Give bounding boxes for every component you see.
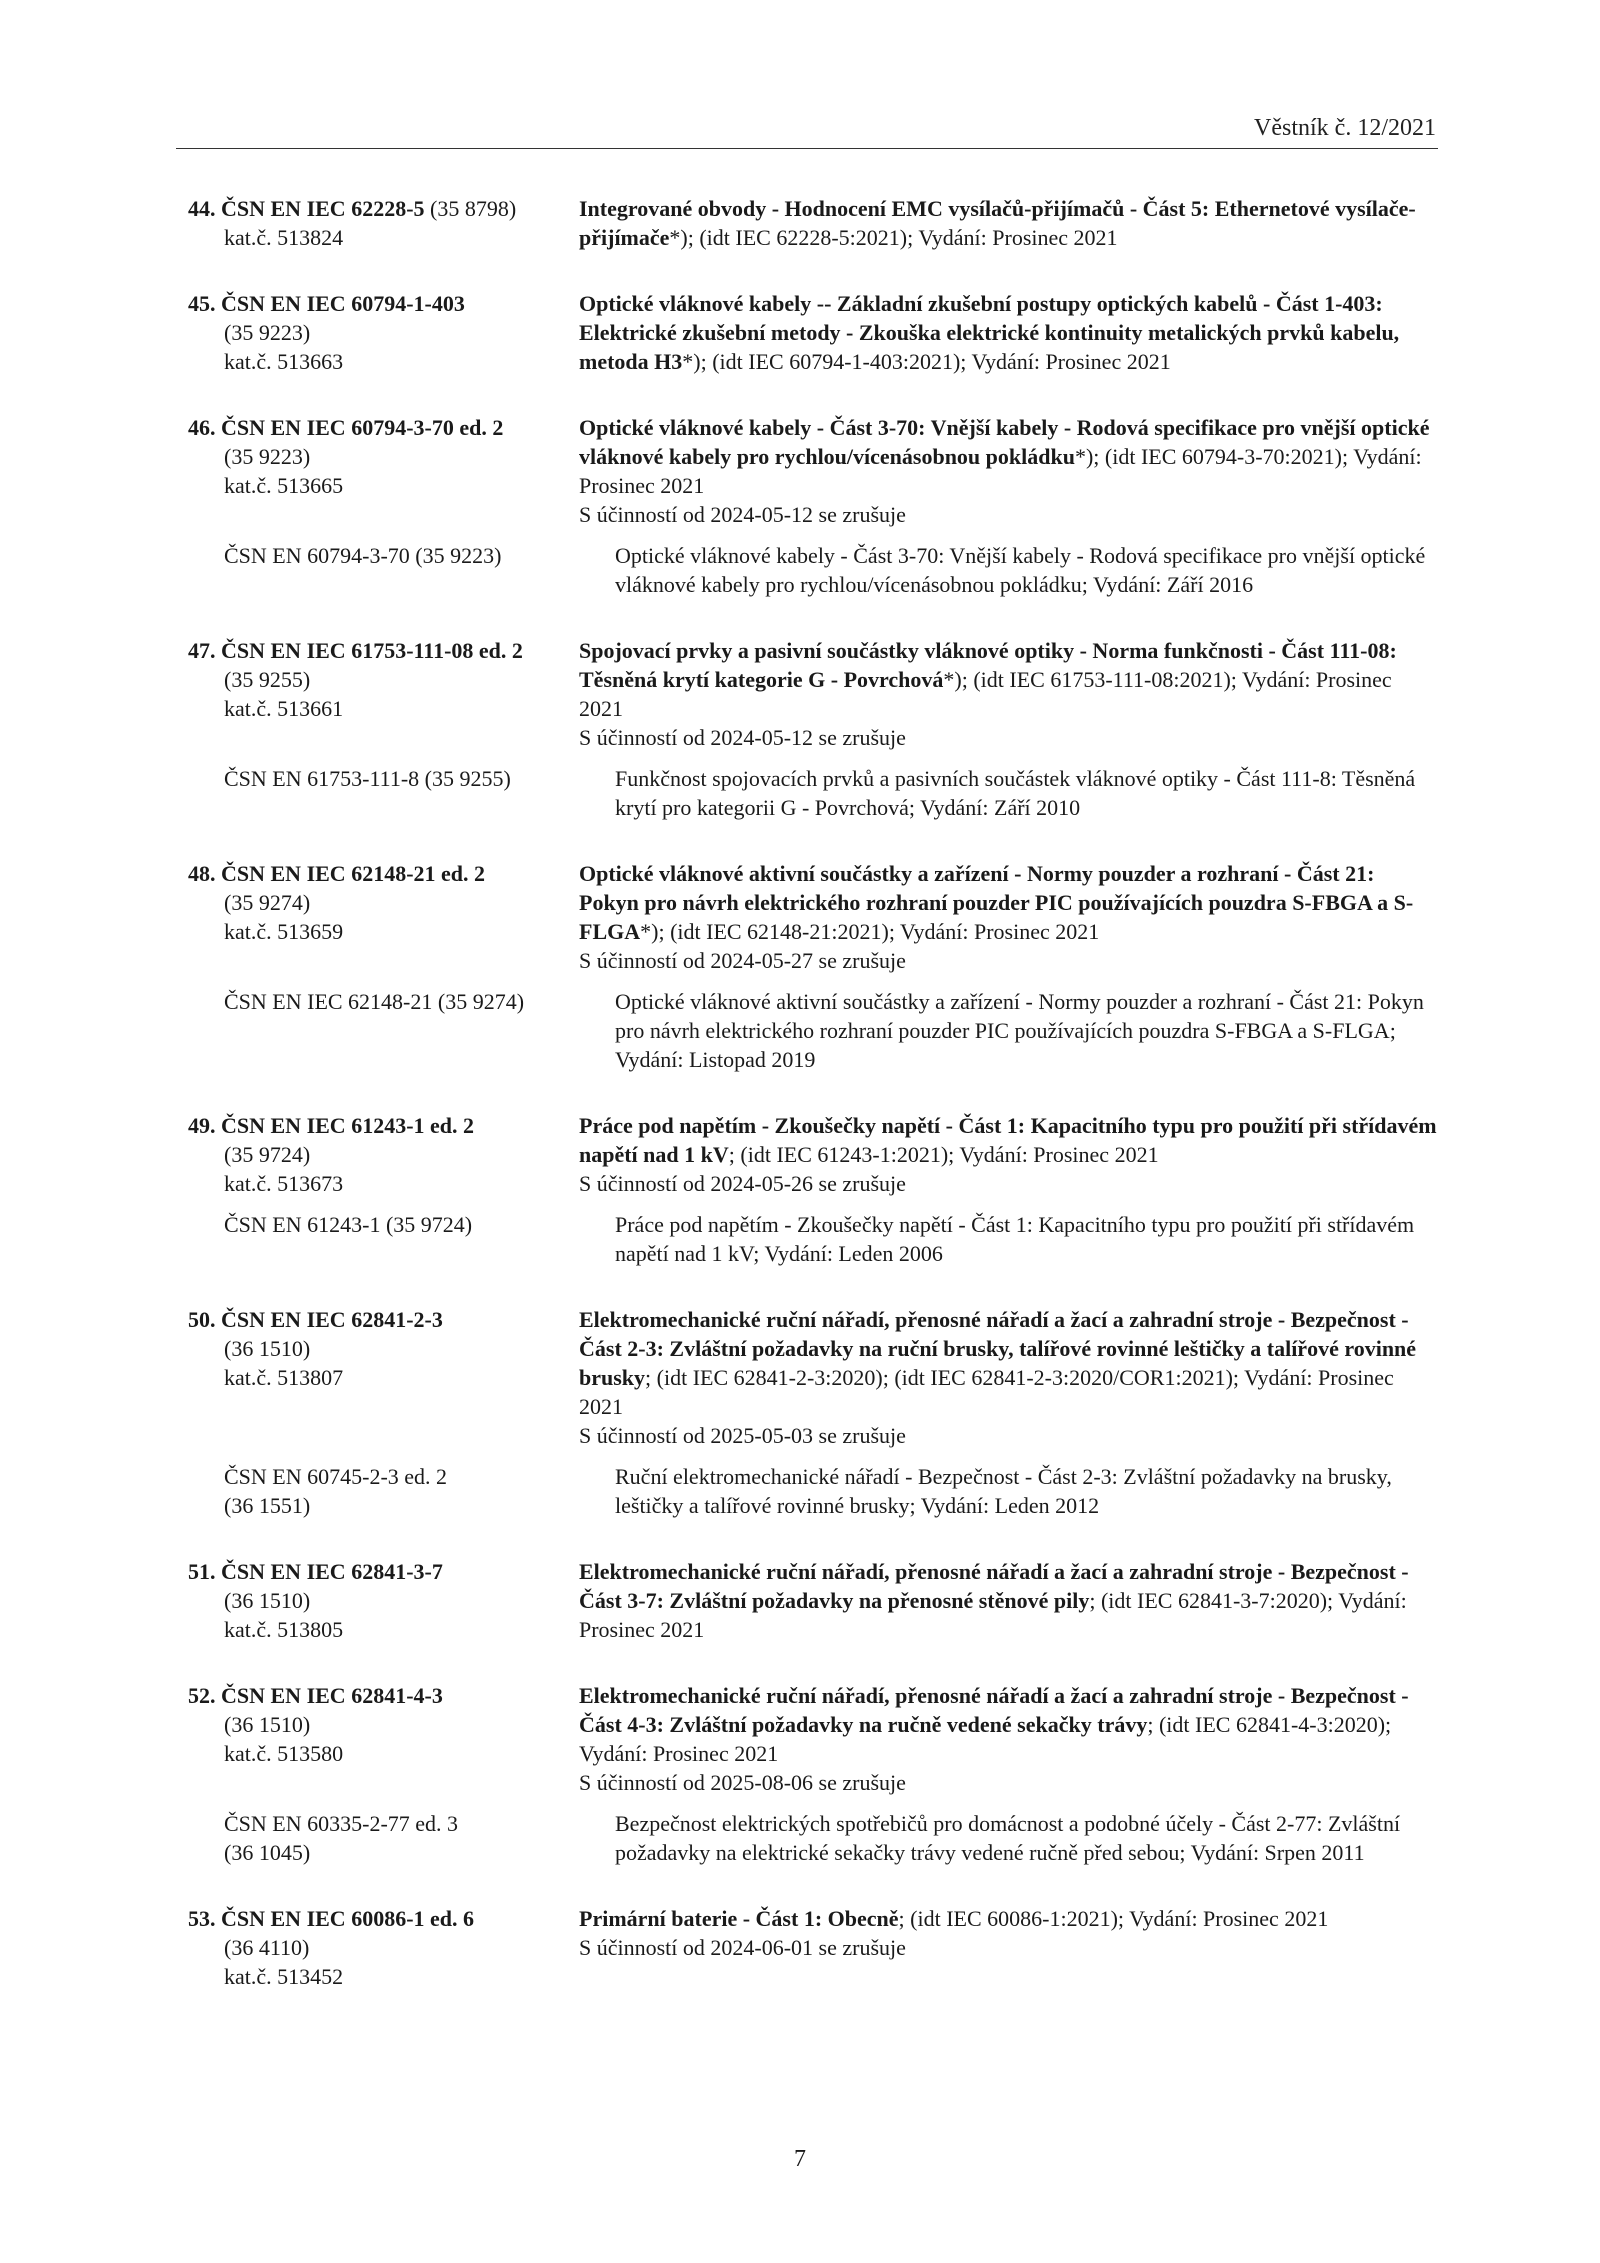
superseded-standard-row xyxy=(188,764,1438,822)
new-standard-row xyxy=(188,1111,1438,1198)
new-standard-row xyxy=(188,636,1438,752)
superseded-standard-row xyxy=(188,1809,1438,1867)
standard-title-details: ; (idt IEC 60086-1:2021); Vydání: Prosinec 2021 xyxy=(898,1906,1329,1931)
superseded-standard-row xyxy=(188,1210,1438,1268)
superseded-standard-row xyxy=(188,541,1438,599)
effective-note: S účinností od 2025-08-06 se zrušuje xyxy=(579,1770,906,1795)
standard-code: ČSN EN IEC 60794-1-403 xyxy=(221,291,465,316)
standard-meta-line: (36 1510) xyxy=(224,1712,311,1737)
standard-description xyxy=(579,1305,1438,1450)
standard-description xyxy=(579,1557,1438,1644)
standard-meta-line: kat.č. 513824 xyxy=(224,225,344,250)
superseded-code-line: ČSN EN 61243-1 (35 9724) xyxy=(224,1212,473,1237)
standard-entry xyxy=(188,1681,1438,1867)
standard-identifier xyxy=(188,194,579,252)
superseded-description: Práce pod napětím - Zkoušečky napětí - Část 1: Kapacitního typu pro použití při střídavém napětí nad 1 kV; Vydání: Leden 2006 xyxy=(615,1212,1415,1266)
superseded-code-line: ČSN EN IEC 62148-21 (35 9274) xyxy=(224,989,525,1014)
entry-number: 46. xyxy=(188,415,216,440)
standard-title-bold: Optické vláknové aktivní součástky a zařízení - Normy pouzder a rozhraní - Část 21: Pokyn pro návrh elektrického rozhraní pouzder PIC používajících pouzdra S-FBGA a S-FLGA xyxy=(579,861,1414,944)
entry-number: 52. xyxy=(188,1683,216,1708)
standard-code: ČSN EN IEC 62228-5 xyxy=(221,196,425,221)
standard-meta-line: (35 9274) xyxy=(224,890,311,915)
standard-meta-line: kat.č. 513807 xyxy=(224,1365,344,1390)
new-standard-row xyxy=(188,1681,1438,1797)
standard-identifier xyxy=(188,859,579,975)
new-standard-row xyxy=(188,1557,1438,1644)
journal-issue-title: Věstník č. 12/2021 xyxy=(1254,115,1436,141)
standard-entry xyxy=(188,636,1438,822)
standard-ref-line xyxy=(188,1681,579,1710)
effective-note: S účinností od 2024-05-12 se zrušuje xyxy=(579,502,906,527)
standard-meta-line: (36 1510) xyxy=(224,1588,311,1613)
standard-title-bold: Elektromechanické ruční nářadí, přenosné nářadí a žací a zahradní stroje - Bezpečnost - Část 3-7: Zvláštní požadavky na přenosné stěnové pily xyxy=(579,1559,1409,1613)
standard-title-bold: Elektromechanické ruční nářadí, přenosné nářadí a žací a zahradní stroje - Bezpečnost - Část 4-3: Zvláštní požadavky na ručně vedené sekačky trávy xyxy=(579,1683,1409,1737)
standard-ref-line xyxy=(188,1305,579,1334)
standard-identifier xyxy=(188,289,579,376)
standard-description xyxy=(579,413,1438,529)
standard-code: ČSN EN IEC 62841-3-7 xyxy=(221,1559,443,1584)
standard-title xyxy=(579,289,1438,376)
standard-title-details: *); (idt IEC 62228-5:2021); Vydání: Prosinec 2021 xyxy=(669,225,1118,250)
superseded-code-line: (36 1551) xyxy=(224,1493,311,1518)
standard-code: ČSN EN IEC 61243-1 ed. 2 xyxy=(221,1113,475,1138)
superseded-description: Optické vláknové kabely - Část 3-70: Vnější kabely - Rodová specifikace pro vnější optické vláknové kabely pro rychlou/vícenásobnou pokládku; Vydání: Září 2016 xyxy=(615,543,1426,597)
standard-meta-line: kat.č. 513452 xyxy=(224,1964,344,1989)
standard-entry xyxy=(188,1305,1438,1520)
standard-title xyxy=(579,413,1438,500)
standard-title xyxy=(579,1111,1438,1169)
standard-title-details: ; (idt IEC 61243-1:2021); Vydání: Prosinec 2021 xyxy=(728,1142,1159,1167)
standard-entry xyxy=(188,1111,1438,1268)
superseded-code-line: ČSN EN 60745-2-3 ed. 2 xyxy=(224,1464,448,1489)
standard-ref-line xyxy=(188,194,579,223)
standard-title-details: *); (idt IEC 60794-1-403:2021); Vydání: Prosinec 2021 xyxy=(682,349,1171,374)
entry-number: 50. xyxy=(188,1307,216,1332)
superseded-code-line: ČSN EN 60335-2-77 ed. 3 xyxy=(224,1811,459,1836)
standard-title-bold: Optické vláknové kabely -- Základní zkušební postupy optických kabelů - Část 1-403: Elektrické zkušební metody - Zkouška elektrické kontinuity metalických prvků kabelu, metoda H3 xyxy=(579,291,1400,374)
standard-title xyxy=(579,194,1438,252)
standard-description xyxy=(579,194,1438,252)
superseded-identifier xyxy=(188,987,615,1074)
standard-description xyxy=(579,636,1438,752)
entry-number: 45. xyxy=(188,291,216,316)
standard-meta-line: kat.č. 513665 xyxy=(224,473,344,498)
standard-description xyxy=(579,1681,1438,1797)
effective-note: S účinností od 2024-05-26 se zrušuje xyxy=(579,1171,906,1196)
new-standard-row xyxy=(188,1904,1438,1991)
superseded-code-line: (36 1045) xyxy=(224,1840,311,1865)
standard-meta-line: (35 9223) xyxy=(224,444,311,469)
standard-description xyxy=(579,289,1438,376)
standard-ref-line xyxy=(188,859,579,888)
standard-meta-line: kat.č. 513659 xyxy=(224,919,344,944)
standard-code: ČSN EN IEC 62841-4-3 xyxy=(221,1683,443,1708)
entry-number: 51. xyxy=(188,1559,216,1584)
new-standard-row xyxy=(188,194,1438,252)
new-standard-row xyxy=(188,413,1438,529)
standard-title xyxy=(579,1681,1438,1768)
superseded-identifier xyxy=(188,541,615,599)
superseded-identifier xyxy=(188,764,615,822)
standard-identifier xyxy=(188,1305,579,1450)
standard-ref-line xyxy=(188,636,579,665)
entry-number: 44. xyxy=(188,196,216,221)
new-standard-row xyxy=(188,289,1438,376)
standard-title xyxy=(579,1904,1438,1933)
superseded-identifier xyxy=(188,1462,615,1520)
standard-ref-line xyxy=(188,413,579,442)
entry-number: 47. xyxy=(188,638,216,663)
standard-identifier xyxy=(188,1111,579,1198)
standard-meta-line: kat.č. 513663 xyxy=(224,349,344,374)
standard-title xyxy=(579,636,1438,723)
standard-title-details: ; (idt IEC 62841-3-7:2020); Vydání: Prosinec 2021 xyxy=(579,1588,1407,1642)
standards-list xyxy=(188,194,1438,2028)
standard-ref-line xyxy=(188,1904,579,1933)
standard-ref-line xyxy=(188,289,579,318)
standard-description xyxy=(579,1904,1438,1991)
standard-title-details: *); (idt IEC 60794-3-70:2021); Vydání: Prosinec 2021 xyxy=(579,444,1422,498)
standard-title-details: *); (idt IEC 62148-21:2021); Vydání: Prosinec 2021 xyxy=(640,919,1100,944)
entry-number: 49. xyxy=(188,1113,216,1138)
entry-number: 48. xyxy=(188,861,216,886)
superseded-description: Optické vláknové aktivní součástky a zařízení - Normy pouzder a rozhraní - Část 21: Pokyn pro návrh elektrického rozhraní pouzder PIC používajících pouzdra S-FBGA a S-FLGA; Vydání: Listopad 2019 xyxy=(615,989,1424,1072)
superseded-standard-row xyxy=(188,1462,1438,1520)
standard-ref-line xyxy=(188,1111,579,1140)
standard-entry xyxy=(188,859,1438,1074)
standard-code: ČSN EN IEC 60086-1 ed. 6 xyxy=(221,1906,475,1931)
standard-entry xyxy=(188,1904,1438,1991)
standard-identifier xyxy=(188,1557,579,1644)
standard-meta-line: kat.č. 513580 xyxy=(224,1741,344,1766)
standard-description xyxy=(579,1111,1438,1198)
standard-code: ČSN EN IEC 61753-111-08 ed. 2 xyxy=(221,638,523,663)
standard-meta-line: kat.č. 513673 xyxy=(224,1171,344,1196)
standard-entry xyxy=(188,413,1438,599)
standard-title xyxy=(579,1557,1438,1644)
standard-description xyxy=(579,859,1438,975)
effective-note: S účinností od 2025-05-03 se zrušuje xyxy=(579,1423,906,1448)
standard-identifier xyxy=(188,413,579,529)
standard-title-details: ; (idt IEC 62841-2-3:2020); (idt IEC 62841-2-3:2020/COR1:2021); Vydání: Prosinec 2021 xyxy=(579,1365,1394,1419)
standard-entry xyxy=(188,1557,1438,1644)
standard-title xyxy=(579,859,1438,946)
standard-code: ČSN EN IEC 62148-21 ed. 2 xyxy=(221,861,486,886)
standard-class-code: (35 8798) xyxy=(424,196,517,221)
superseded-identifier xyxy=(188,1809,615,1867)
effective-note: S účinností od 2024-05-27 se zrušuje xyxy=(579,948,906,973)
standard-entry xyxy=(188,194,1438,252)
standard-entry xyxy=(188,289,1438,376)
standard-meta-line: (36 4110) xyxy=(224,1935,310,1960)
standard-title-bold: Integrované obvody - Hodnocení EMC vysílačů-přijímačů - Část 5: Ethernetové vysílače-přijímače xyxy=(579,196,1416,250)
standard-title-bold: Elektromechanické ruční nářadí, přenosné nářadí a žací a zahradní stroje - Bezpečnost - Část 2-3: Zvláštní požadavky na ruční brusky, talířové rovinné leštičky a talířové rovinné brusky xyxy=(579,1307,1417,1390)
standard-meta-line: kat.č. 513661 xyxy=(224,696,344,721)
standard-meta-line: (35 9255) xyxy=(224,667,311,692)
page-number: 7 xyxy=(794,2146,806,2172)
superseded-description: Funkčnost spojovacích prvků a pasivních součástek vláknové optiky - Část 111-8: Těsněná krytí pro kategorii G - Povrchová; Vydání: Září 2010 xyxy=(615,766,1416,820)
standard-identifier xyxy=(188,1904,579,1991)
standard-title-bold: Spojovací prvky a pasivní součástky vláknové optiky - Norma funkčnosti - Část 111-08: Těsněná krytí kategorie G - Povrchová xyxy=(579,638,1397,692)
standard-title-bold: Primární baterie - Část 1: Obecně xyxy=(579,1906,899,1931)
standard-code: ČSN EN IEC 60794-3-70 ed. 2 xyxy=(221,415,504,440)
superseded-description: Ruční elektromechanické nářadí - Bezpečnost - Část 2-3: Zvláštní požadavky na brusky, leštičky a talířové rovinné brusky; Vydání: Leden 2012 xyxy=(615,1464,1392,1518)
standard-title-details: *); (idt IEC 61753-111-08:2021); Vydání: Prosinec 2021 xyxy=(579,667,1392,721)
superseded-description: Bezpečnost elektrických spotřebičů pro domácnost a podobné účely - Část 2-77: Zvláštní požadavky na elektrické sekačky trávy vedené ručně před sebou; Vydání: Srpen 2011 xyxy=(615,1811,1401,1865)
entry-number: 53. xyxy=(188,1906,216,1931)
standard-meta-line: (35 9724) xyxy=(224,1142,311,1167)
standard-title xyxy=(579,1305,1438,1421)
standard-meta-line: (35 9223) xyxy=(224,320,311,345)
standard-title-details: ; (idt IEC 62841-4-3:2020); Vydání: Prosinec 2021 xyxy=(579,1712,1392,1766)
superseded-code-line: ČSN EN 60794-3-70 (35 9223) xyxy=(224,543,502,568)
new-standard-row xyxy=(188,1305,1438,1450)
standard-title-bold: Optické vláknové kabely - Část 3-70: Vnější kabely - Rodová specifikace pro vnější optické vláknové kabely pro rychlou/vícenásobnou pokládku xyxy=(579,415,1430,469)
standard-meta-line: (36 1510) xyxy=(224,1336,311,1361)
effective-note: S účinností od 2024-05-12 se zrušuje xyxy=(579,725,906,750)
superseded-code-line: ČSN EN 61753-111-8 (35 9255) xyxy=(224,766,511,791)
standard-code: ČSN EN IEC 62841-2-3 xyxy=(221,1307,443,1332)
standard-identifier xyxy=(188,636,579,752)
standard-identifier xyxy=(188,1681,579,1797)
new-standard-row xyxy=(188,859,1438,975)
page-header xyxy=(176,112,1438,149)
effective-note: S účinností od 2024-06-01 se zrušuje xyxy=(579,1935,906,1960)
superseded-standard-row xyxy=(188,987,1438,1074)
standard-title-bold: Práce pod napětím - Zkoušečky napětí - Část 1: Kapacitního typu pro použití při střídavém napětí nad 1 kV xyxy=(579,1113,1437,1167)
standard-ref-line xyxy=(188,1557,579,1586)
superseded-identifier xyxy=(188,1210,615,1268)
standard-meta-line: kat.č. 513805 xyxy=(224,1617,344,1642)
